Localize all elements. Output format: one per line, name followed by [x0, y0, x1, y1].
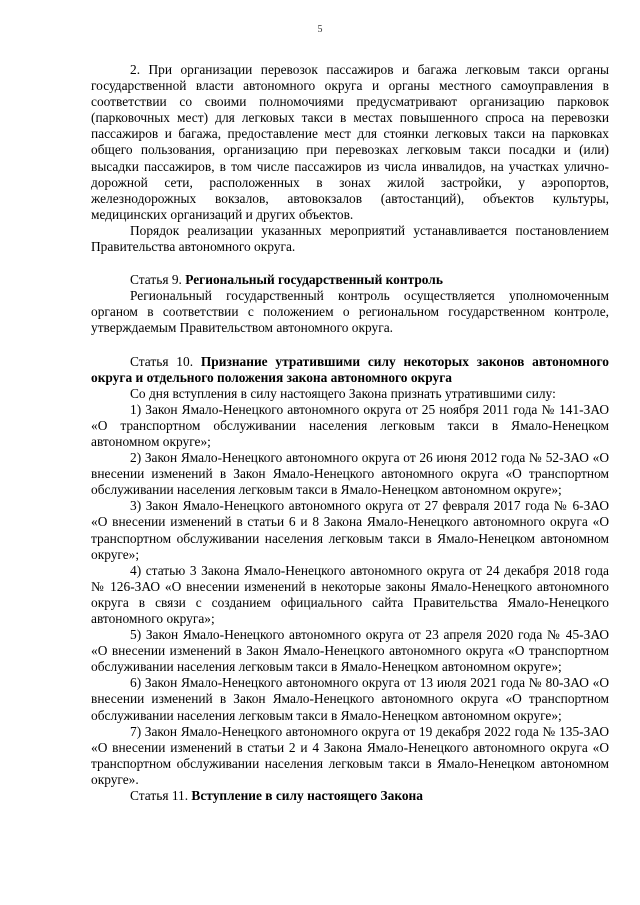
paragraph-part-2: 2. При организации перевозок пассажиров и багажа легковым такси органы государственной власти автономного округа и органы местного самоуправления в соответствии со своими полномочиями предусматривают организацию парковок (парковочных мест) для легковых такси в местах повышенного спроса на перевозки пассажиров и багажа, предоставление мест для стоянки легковых такси на парковках общего пользования, организацию при перевозках легковым такси посадки и (или) высадки пассажиров, в том числе пассажиров из числа инвалидов, на участках улично-дорожной сети, расположенных в зонах жилой застройки, у аэропортов, железнодорожных вокзалов, автовокзалов (автостанций), объектов культуры, медицинских организаций и других объектов.	[91, 62, 609, 222]
article-11-prefix: Статья 11.	[130, 788, 192, 804]
article-10-item-4: 4) статью 3 Закона Ямало-Ненецкого автономного округа от 24 декабря 2018 года № 126-ЗАО «О внесении изменений в некоторые законы Ямало-Ненецкого автономного округа в связи с созданием официального сайта Правительства Ямало-Ненецкого автономного округа»;	[91, 562, 609, 626]
paragraph-procedure: Порядок реализации указанных мероприятий устанавливается постановлением Правительства автономного округа.	[91, 222, 609, 255]
article-10-title: Признание утратившими силу некоторых законов автономного округа и отдельного положения закона автономного округа	[91, 353, 610, 385]
article-9-title: Региональный государственный контроль	[185, 272, 443, 288]
article-10-item-1: 1) Закон Ямало-Ненецкого автономного округа от 25 ноября 2011 года № 141-ЗАО «О транспортном обслуживании населения легковым такси в Ямало-Ненецком автономном округе»;	[91, 401, 609, 449]
article-9-prefix: Статья 9.	[130, 272, 186, 288]
article-10-prefix: Статья 10.	[130, 353, 201, 369]
article-9-text: Региональный государственный контроль осуществляется уполномоченным органом в соответствии с положением о региональном государственном контроле, утверждаемым Правительством автономного округа.	[91, 288, 609, 336]
article-10-intro: Со дня вступления в силу настоящего Закона признать утратившими силу:	[130, 385, 556, 401]
document-body	[91, 62, 609, 804]
article-10-item-3: 3) Закон Ямало-Ненецкого автономного округа от 27 февраля 2017 года № 6-ЗАО «О внесении изменений в статьи 6 и 8 Закона Ямало-Ненецкого автономного округа «О транспортном обслуживании населения легковым такси в Ямало-Ненецком автономном округе»;	[91, 498, 609, 562]
article-11-title: Вступление в силу настоящего Закона	[191, 788, 423, 804]
article-9-heading	[91, 272, 609, 288]
article-10-item-5: 5) Закон Ямало-Ненецкого автономного округа от 23 апреля 2020 года № 45-ЗАО «О внесении изменений в Закон Ямало-Ненецкого автономного округа «О транспортном обслуживании населения легковым такси в Ямало-Ненецком автономном округе»;	[91, 627, 609, 675]
page-number: 5	[317, 24, 323, 35]
article-10-heading	[91, 354, 609, 386]
article-10-item-6: 6) Закон Ямало-Ненецкого автономного округа от 13 июля 2021 года № 80-ЗАО «О внесении изменений в Закон Ямало-Ненецкого автономного округа «О транспортном обслуживании населения легковым такси в Ямало-Ненецком автономном округе»;	[91, 675, 609, 723]
article-11-heading	[91, 788, 609, 804]
article-10-item-7: 7) Закон Ямало-Ненецкого автономного округа от 19 декабря 2022 года № 135-ЗАО «О внесении изменений в статьи 2 и 4 Закона Ямало-Ненецкого автономного округа «О транспортном обслуживании населения легковым такси в Ямало-Ненецком автономном округе».	[91, 723, 609, 787]
article-10-item-2: 2) Закон Ямало-Ненецкого автономного округа от 26 июня 2012 года № 52-ЗАО «О внесении изменений в Закон Ямало-Ненецкого автономного округа «О транспортном обслуживании населения легковым такси в Ямало-Ненецком автономном округе»;	[91, 450, 609, 498]
